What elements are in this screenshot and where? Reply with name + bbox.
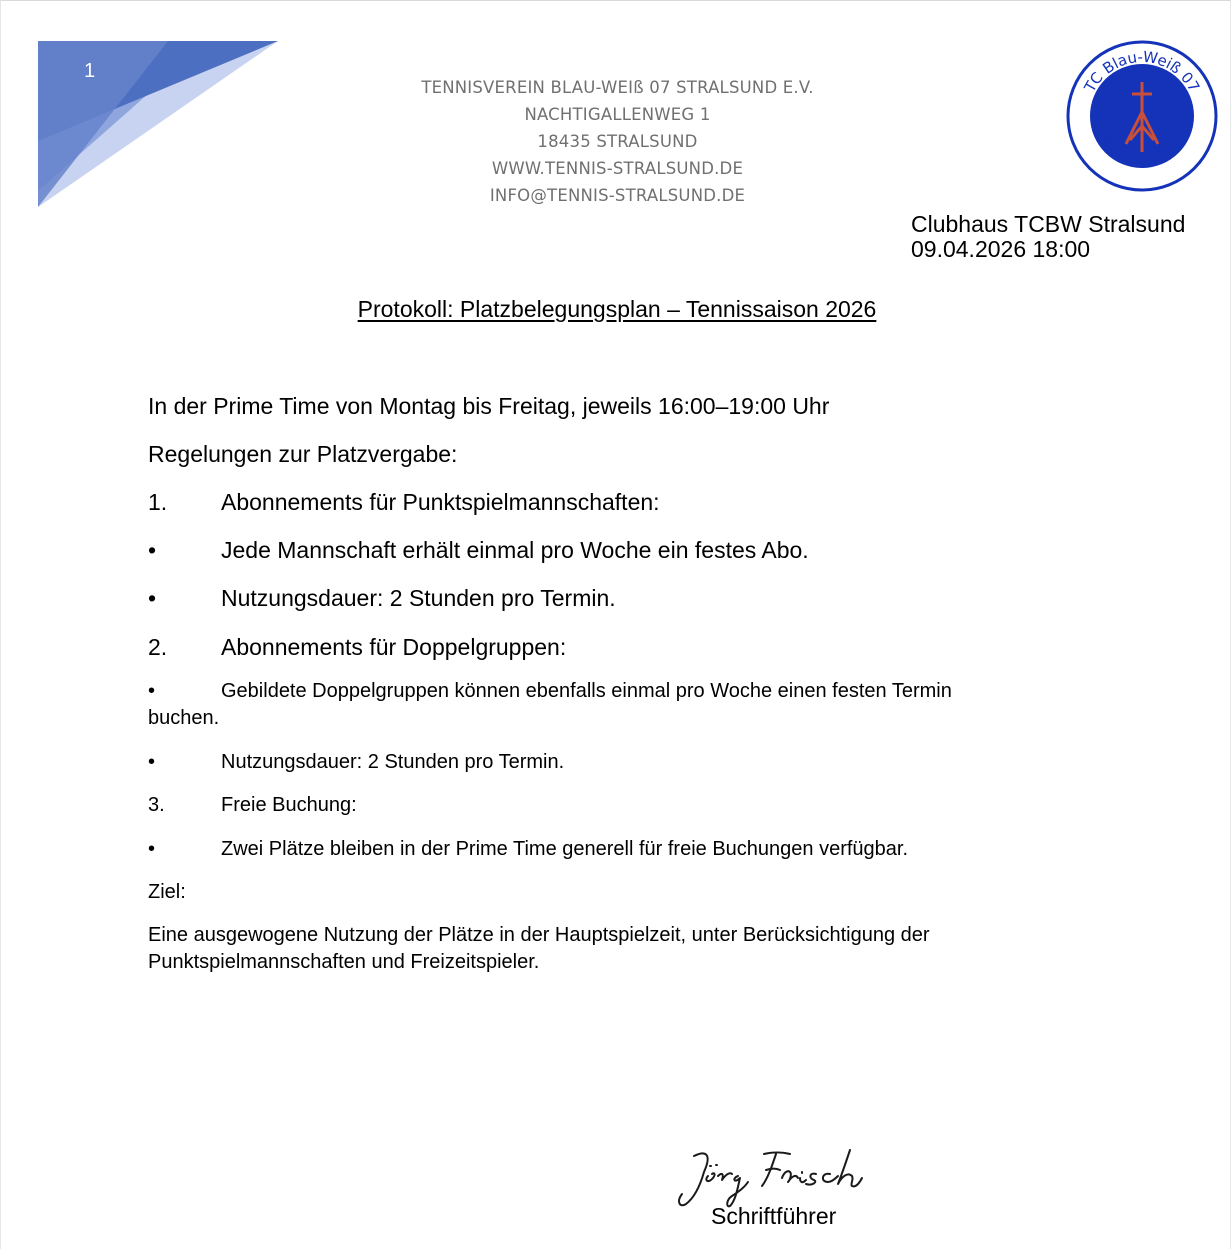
bullet-text: Nutzungsdauer: 2 Stunden pro Termin. — [221, 585, 616, 611]
section-2-bullet-1 — [148, 680, 952, 703]
section-1-bullet-1 — [148, 537, 809, 564]
goal-text: Eine ausgewogene Nutzung der Plätze in der Hauptspielzeit, unter Berücksichtigung der Punktspielmannschaften und Freizeitspieler. — [148, 924, 930, 973]
logo-bottom-text: Stralsund e.V. — [1095, 131, 1189, 169]
corner-decoration — [38, 41, 278, 207]
club-email: INFO@TENNIS-STRALSUND.DE — [489, 186, 746, 205]
section-1-text: Abonnements für Punktspielmannschaften: — [221, 489, 660, 515]
section-3-marker: 3. — [148, 794, 165, 816]
section-3 — [148, 794, 357, 817]
section-2-marker: 2. — [148, 634, 168, 660]
bullet-marker: • — [148, 751, 156, 773]
signer-role: Schriftführer — [711, 1203, 837, 1229]
meeting-info — [911, 212, 1185, 262]
section-1 — [148, 489, 660, 516]
bullet-marker: • — [148, 585, 157, 611]
club-logo — [1066, 40, 1218, 192]
section-1-marker: 1. — [148, 489, 168, 515]
section-1-bullet-2 — [148, 585, 616, 612]
bullet-text: Nutzungsdauer: 2 Stunden pro Termin. — [221, 751, 565, 773]
bullet-text: Zwei Plätze bleiben in der Prime Time generell für freie Buchungen verfügbar. — [221, 838, 909, 860]
bullet-marker: • — [148, 838, 156, 860]
page-number: 1 — [84, 60, 96, 82]
bullet-text: Jede Mannschaft erhält einmal pro Woche ein festes Abo. — [221, 537, 809, 563]
logo-top-text: TC Blau-Weiß 07 — [1080, 47, 1204, 96]
document-title: Protokoll: Platzbelegungsplan – Tennissaison 2026 — [357, 296, 877, 322]
rules-heading: Regelungen zur Platzvergabe: — [148, 441, 458, 467]
section-2 — [148, 634, 567, 661]
goal-label: Ziel: — [148, 881, 186, 903]
club-name: TENNISVEREIN BLAU-WEIß 07 STRALSUND E.V. — [421, 78, 814, 97]
club-street: NACHTIGALLENWEG 1 — [524, 105, 711, 124]
section-2-bullet-1-continuation: buchen. — [148, 707, 220, 729]
section-3-text: Freie Buchung: — [221, 794, 357, 816]
club-website: WWW.TENNIS-STRALSUND.DE — [491, 159, 744, 178]
club-city: 18435 STRALSUND — [537, 132, 698, 151]
meeting-datetime: 09.04.2026 18:00 — [911, 236, 1091, 262]
bullet-text: Gebildete Doppelgruppen können ebenfalls einmal pro Woche einen festen Termin — [221, 680, 952, 702]
section-2-text: Abonnements für Doppelgruppen: — [221, 634, 567, 660]
section-3-bullet-1 — [148, 838, 909, 861]
bullet-marker: • — [148, 537, 157, 563]
intro-line: In der Prime Time von Montag bis Freitag, jeweils 16:00–19:00 Uhr — [148, 393, 830, 419]
section-2-bullet-2 — [148, 751, 565, 774]
meeting-location: Clubhaus TCBW Stralsund — [911, 211, 1186, 237]
club-address — [390, 74, 845, 209]
bullet-marker: • — [148, 680, 156, 702]
